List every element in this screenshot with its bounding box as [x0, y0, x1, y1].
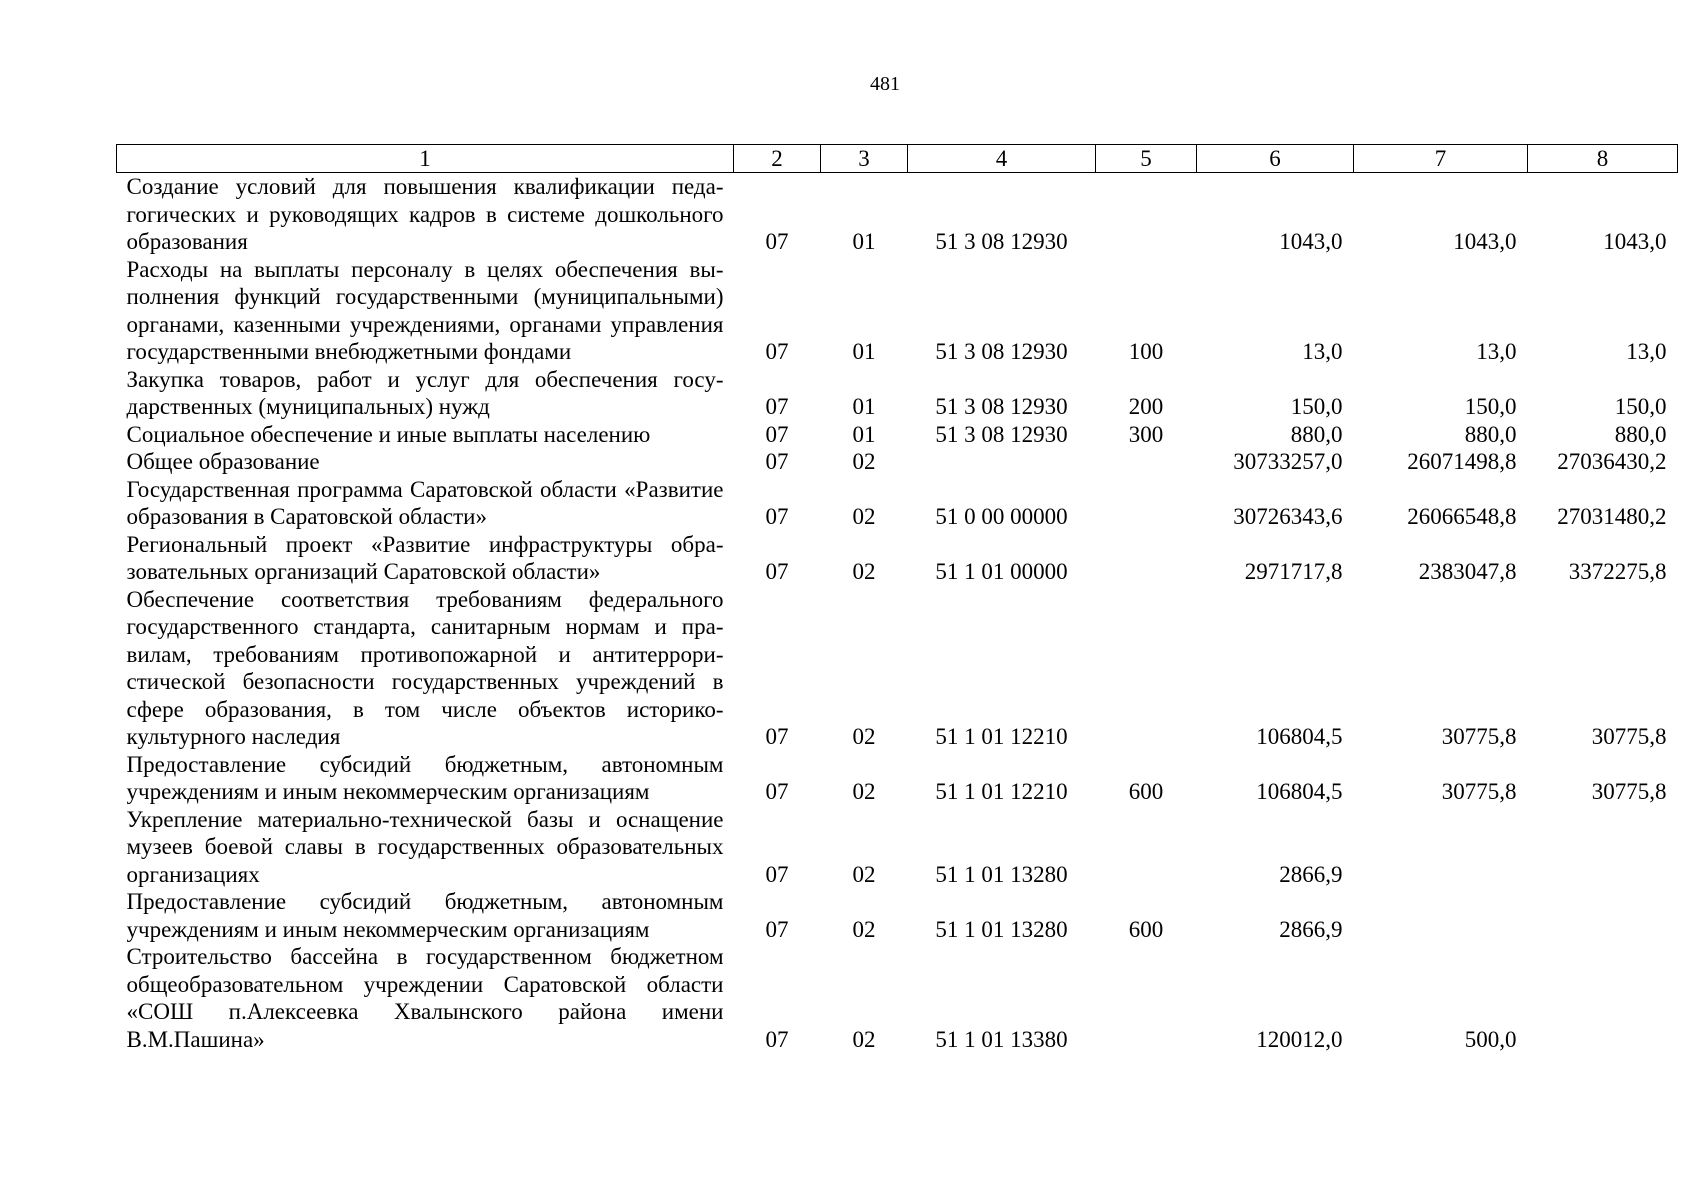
row-target-article: 51 3 08 12930 [935, 229, 1068, 254]
row-amount-col8: 30775,8 [1591, 779, 1667, 804]
row-expense-type [1096, 943, 1197, 1053]
row-expense-type: 100 [1128, 339, 1164, 364]
row-subsection: 02 [852, 779, 876, 804]
row-amount-col8 [1528, 943, 1678, 1053]
table-row [117, 173, 1678, 256]
row-amount-col7 [1354, 806, 1528, 889]
row-subsection: 01 [852, 229, 876, 254]
table-row [117, 421, 1678, 449]
row-name: Обеспечение соответствия требованиям федерального государственного стандарта, санитарным нормам и правилам, требованиям противопожарной и антитеррористической безопасности государственных учреждений в сфере образования, в том числе объектов историко-культурного наследия [126, 586, 724, 749]
row-name: Предоставление субсидий бюджетным, автономным учреждениям и иным некоммерческим организациям [126, 751, 724, 804]
row-expense-type [1096, 586, 1197, 751]
page-number: 481 [870, 73, 900, 95]
row-subsection: 02 [852, 559, 876, 584]
row-amount-col8: 27036430,2 [1557, 449, 1667, 474]
row-amount-col6: 2866,9 [1279, 916, 1343, 942]
row-amount-col6: 13,0 [1302, 339, 1343, 364]
table-row [117, 366, 1678, 421]
table-row [117, 586, 1678, 751]
row-name: Создание условий для повышения квалификации педагогических и руководящих кадров в системе дошкольного образования [126, 174, 724, 254]
row-amount-col6: 150,0 [1290, 394, 1343, 419]
row-amount-col7: 2383047,8 [1418, 559, 1517, 584]
row-section: 07 [765, 449, 789, 474]
row-target-article: 51 1 01 12210 [935, 779, 1068, 804]
row-amount-col7: 150,0 [1464, 394, 1517, 419]
row-section: 07 [765, 1026, 789, 1052]
row-amount-col8: 150,0 [1614, 394, 1667, 419]
row-expense-type: 300 [1128, 421, 1164, 447]
row-subsection: 01 [852, 339, 876, 364]
row-subsection: 01 [852, 421, 876, 447]
table-row [117, 256, 1678, 366]
row-amount-col7: 500,0 [1464, 1026, 1517, 1052]
row-subsection: 02 [852, 504, 876, 529]
row-expense-type [1096, 173, 1197, 256]
row-name: Социальное обеспечение и иные выплаты населению [126, 421, 651, 447]
header-cell-5: 5 [1096, 145, 1197, 173]
row-section: 07 [765, 861, 789, 887]
row-amount-col7: 1043,0 [1453, 229, 1517, 254]
row-amount-col6: 2866,9 [1279, 861, 1343, 887]
row-amount-col6: 30726343,6 [1233, 504, 1343, 529]
row-section: 07 [765, 724, 789, 749]
row-name: Строительство бассейна в государственном бюджетном общеобразовательном учреждении Саратовской области «СОШ п.Алексеевка Хвалынского района имени В.М.Пашина» [126, 944, 724, 1052]
row-amount-col8: 30775,8 [1591, 724, 1667, 749]
row-subsection: 02 [852, 1026, 876, 1052]
row-section: 07 [765, 916, 789, 942]
row-amount-col6: 106804,5 [1256, 724, 1343, 749]
row-name: Предоставление субсидий бюджетным, автономным учреждениям и иным некоммерческим организациям [126, 889, 724, 942]
row-amount-col6: 2971717,8 [1244, 559, 1343, 584]
row-amount-col8 [1528, 888, 1678, 943]
row-expense-type [1096, 806, 1197, 889]
header-cell-8: 8 [1528, 145, 1678, 173]
row-section: 07 [765, 339, 789, 364]
row-name: Общее образование [126, 449, 320, 474]
table-row [117, 751, 1678, 806]
row-target-article: 51 1 01 00000 [935, 559, 1068, 584]
row-amount-col7 [1354, 888, 1528, 943]
row-section: 07 [765, 421, 789, 447]
row-expense-type [1096, 531, 1197, 586]
header-cell-2: 2 [734, 145, 821, 173]
table-row [117, 448, 1678, 476]
row-section: 07 [765, 559, 789, 584]
row-subsection: 02 [852, 861, 876, 887]
row-target-article: 51 3 08 12930 [935, 339, 1068, 364]
row-name: Расходы на выплаты персоналу в целях обеспечения выполнения функций государственными (муниципальными) органами, казенными учреждениями, органами управления государственными внебюджетными фондами [126, 256, 724, 364]
row-target-article: 51 3 08 12930 [935, 421, 1068, 447]
row-subsection: 02 [852, 449, 876, 474]
row-expense-type: 600 [1128, 916, 1164, 942]
row-expense-type: 200 [1128, 394, 1164, 419]
row-amount-col8 [1528, 806, 1678, 889]
table-row [117, 806, 1678, 889]
row-expense-type [1096, 476, 1197, 531]
table-body [117, 173, 1678, 1054]
header-cell-7: 7 [1354, 145, 1528, 173]
row-amount-col6: 120012,0 [1256, 1026, 1343, 1052]
row-expense-type: 600 [1128, 779, 1164, 804]
row-amount-col6: 106804,5 [1256, 779, 1343, 804]
table-header [117, 145, 1678, 173]
row-amount-col8: 27031480,2 [1557, 504, 1667, 529]
table-row [117, 476, 1678, 531]
row-name: Региональный проект «Развитие инфраструктуры образовательных организаций Саратовской области» [126, 531, 724, 584]
row-amount-col8: 13,0 [1626, 339, 1667, 364]
row-amount-col8: 880,0 [1614, 421, 1667, 447]
row-target-article: 51 1 01 13280 [935, 861, 1068, 887]
row-amount-col7: 13,0 [1476, 339, 1517, 364]
row-expense-type [1096, 448, 1197, 476]
row-section: 07 [765, 394, 789, 419]
row-amount-col7: 30775,8 [1441, 724, 1517, 749]
row-target-article: 51 1 01 13380 [935, 1026, 1068, 1052]
header-row [117, 145, 1678, 173]
row-subsection: 02 [852, 724, 876, 749]
row-amount-col6: 880,0 [1290, 421, 1343, 447]
row-section: 07 [765, 504, 789, 529]
row-target-article [908, 448, 1096, 476]
row-amount-col6: 1043,0 [1279, 229, 1343, 254]
row-name: Укрепление материально-технической базы и оснащение музеев боевой славы в государственных образовательных организациях [126, 806, 724, 887]
row-subsection: 01 [852, 394, 876, 419]
row-amount-col6: 30733257,0 [1233, 449, 1343, 474]
row-target-article: 51 1 01 12210 [935, 724, 1068, 749]
table-row [117, 943, 1678, 1053]
row-section: 07 [765, 229, 789, 254]
row-subsection: 02 [852, 916, 876, 942]
row-target-article: 51 1 01 13280 [935, 916, 1068, 942]
row-amount-col7: 30775,8 [1441, 779, 1517, 804]
row-target-article: 51 3 08 12930 [935, 394, 1068, 419]
table-row [117, 531, 1678, 586]
budget-table [116, 144, 1678, 1053]
row-section: 07 [765, 779, 789, 804]
row-amount-col7: 26071498,8 [1407, 449, 1517, 474]
table-row [117, 888, 1678, 943]
row-amount-col8: 3372275,8 [1568, 559, 1667, 584]
header-cell-6: 6 [1197, 145, 1354, 173]
header-cell-3: 3 [821, 145, 908, 173]
row-name: Закупка товаров, работ и услуг для обеспечения государственных (муниципальных) нужд [126, 366, 724, 419]
header-cell-4: 4 [908, 145, 1096, 173]
header-cell-1: 1 [117, 145, 734, 173]
row-name: Государственная программа Саратовской области «Развитие образования в Саратовской области» [126, 476, 724, 529]
row-amount-col7: 26066548,8 [1407, 504, 1517, 529]
row-amount-col8: 1043,0 [1603, 229, 1667, 254]
row-amount-col7: 880,0 [1464, 421, 1517, 447]
row-target-article: 51 0 00 00000 [935, 504, 1068, 529]
